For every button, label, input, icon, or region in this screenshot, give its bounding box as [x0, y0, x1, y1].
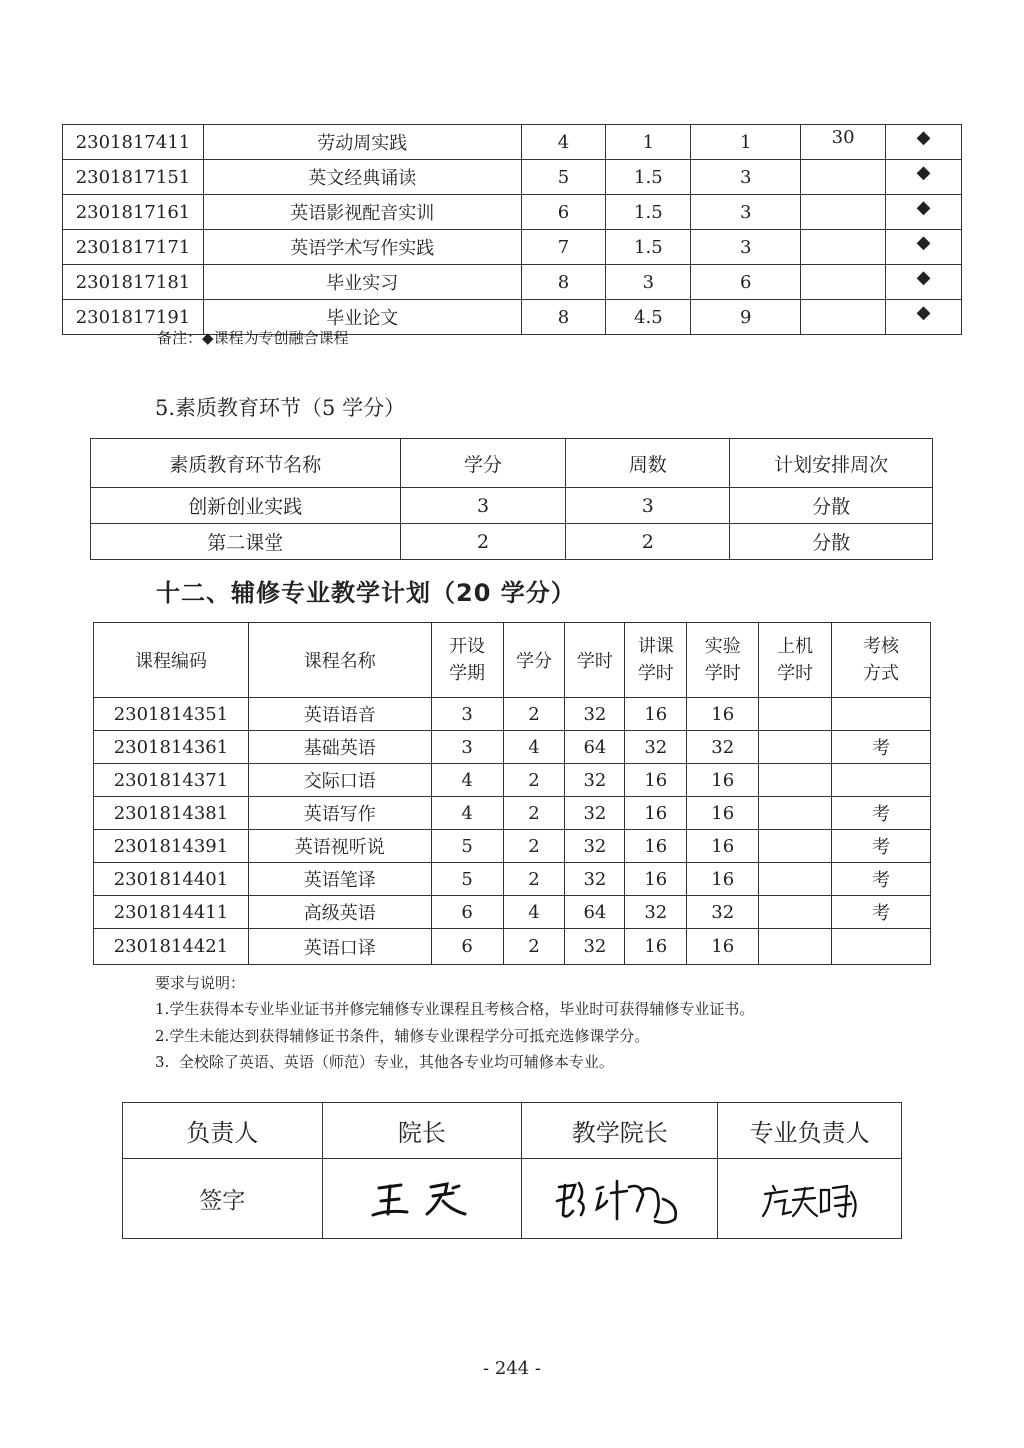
practice-cell-weeks: 6 [691, 265, 801, 300]
minor-header-credit: 学分 [503, 623, 565, 698]
quality-cell: 创新创业实践 [91, 488, 401, 524]
minor-row [94, 896, 931, 929]
minor-cell: 16 [687, 698, 759, 731]
minor-cell: 2301814401 [94, 863, 249, 896]
minor-header-name: 课程名称 [248, 623, 431, 698]
sign-row-label: 签字 [123, 1159, 323, 1239]
practice-cell-extra: 30 [801, 125, 886, 160]
practice-cell-mark: ◆ [886, 125, 962, 160]
practice-cell-weeks: 9 [691, 300, 801, 335]
minor-cell: 4 [431, 797, 503, 830]
practice-cell-code: 2301817151 [63, 160, 204, 195]
quality-cell: 2 [566, 524, 730, 560]
quality-header-credit: 学分 [400, 439, 566, 488]
minor-cell: 英语口译 [248, 929, 431, 965]
minor-cell: 2 [503, 830, 565, 863]
minor-cell: 32 [565, 764, 625, 797]
practice-cell-semester: 8 [521, 300, 606, 335]
practice-cell-code: 2301817161 [63, 195, 204, 230]
sign-header-teaching-dean: 教学院长 [522, 1103, 718, 1159]
quality-header-weeks: 周数 [566, 439, 730, 488]
practice-cell-credit: 4.5 [606, 300, 691, 335]
minor-cell: 3 [431, 731, 503, 764]
minor-cell: 考 [832, 896, 931, 929]
minor-cell: 32 [687, 731, 759, 764]
practice-row [63, 195, 962, 230]
practice-cell-extra [801, 230, 886, 265]
minor-cell: 2301814411 [94, 896, 249, 929]
minor-cell: 64 [565, 896, 625, 929]
quality-cell: 2 [400, 524, 566, 560]
minor-cell: 英语写作 [248, 797, 431, 830]
quality-heading: 5.素质教育环节（5 学分） [155, 396, 406, 420]
minor-cell: 考 [832, 731, 931, 764]
practice-cell-credit: 3 [606, 265, 691, 300]
minor-cell: 2 [503, 863, 565, 896]
practice-cell-code: 2301817181 [63, 265, 204, 300]
minor-cell: 4 [431, 764, 503, 797]
practice-cell-credit: 1.5 [606, 160, 691, 195]
minor-header-computer-hours: 上机 学时 [759, 623, 832, 698]
minor-cell: 交际口语 [248, 764, 431, 797]
minor-header-lab-hours: 实验 学时 [687, 623, 759, 698]
minor-cell: 2301814351 [94, 698, 249, 731]
minor-cell: 16 [625, 698, 687, 731]
minor-cell: 16 [625, 929, 687, 965]
minor-row [94, 764, 931, 797]
quality-cell: 3 [566, 488, 730, 524]
minor-row [94, 830, 931, 863]
minor-row [94, 929, 931, 965]
minor-cell: 2301814371 [94, 764, 249, 797]
practice-cell-mark: ◆ [886, 160, 962, 195]
page-number: - 244 - [483, 1358, 541, 1379]
minor-cell: 32 [625, 896, 687, 929]
minor-cell: 16 [687, 830, 759, 863]
minor-note-1: 1.学生获得本专业毕业证书并修完辅修专业课程且考核合格，毕业时可获得辅修专业证书。 [155, 1000, 755, 1018]
minor-cell: 英语视听说 [248, 830, 431, 863]
practice-cell-name: 毕业论文 [203, 300, 521, 335]
practice-cell-mark: ◆ [886, 300, 962, 335]
practice-row [63, 230, 962, 265]
minor-cell: 2 [503, 929, 565, 965]
minor-cell: 考 [832, 797, 931, 830]
minor-course-table [93, 622, 931, 965]
practice-cell-name: 英文经典诵读 [203, 160, 521, 195]
minor-cell [759, 929, 832, 965]
minor-cell: 32 [565, 863, 625, 896]
practice-cell-extra [801, 195, 886, 230]
practice-cell-code: 2301817411 [63, 125, 204, 160]
minor-note-title: 要求与说明： [155, 974, 246, 992]
minor-cell: 32 [565, 698, 625, 731]
minor-cell: 高级英语 [248, 896, 431, 929]
minor-note-2: 2.学生未能达到获得辅修证书条件，辅修专业课程学分可抵充选修课学分。 [155, 1027, 650, 1045]
handwritten-signature-teaching-dean [545, 1171, 695, 1227]
minor-cell: 2 [503, 797, 565, 830]
quality-header-name: 素质教育环节名称 [91, 439, 401, 488]
signature-table [122, 1102, 902, 1239]
quality-cell: 3 [400, 488, 566, 524]
minor-cell: 2301814391 [94, 830, 249, 863]
minor-cell: 32 [687, 896, 759, 929]
practice-cell-credit: 1.5 [606, 230, 691, 265]
practice-cell-extra [801, 160, 886, 195]
minor-cell: 16 [625, 764, 687, 797]
minor-cell: 英语笔译 [248, 863, 431, 896]
practice-cell-extra [801, 300, 886, 335]
minor-cell: 32 [565, 830, 625, 863]
practice-course-table [62, 124, 962, 335]
minor-header-code: 课程编码 [94, 623, 249, 698]
minor-cell: 64 [565, 731, 625, 764]
practice-row [63, 125, 962, 160]
signature-major-lead [718, 1159, 902, 1239]
minor-cell: 16 [687, 764, 759, 797]
minor-cell [832, 764, 931, 797]
practice-cell-semester: 6 [521, 195, 606, 230]
minor-cell [832, 698, 931, 731]
signature-teaching-dean [522, 1159, 718, 1239]
practice-note: 备注：◆课程为专创融合课程 [157, 329, 349, 347]
minor-cell [759, 797, 832, 830]
practice-cell-code: 2301817191 [63, 300, 204, 335]
minor-cell: 16 [687, 797, 759, 830]
minor-header-semester: 开设 学期 [431, 623, 503, 698]
practice-cell-name: 毕业实习 [203, 265, 521, 300]
minor-cell [759, 863, 832, 896]
minor-cell [832, 929, 931, 965]
minor-cell: 16 [625, 797, 687, 830]
practice-row [63, 265, 962, 300]
practice-cell-name: 英语学术写作实践 [203, 230, 521, 265]
minor-cell: 6 [431, 929, 503, 965]
minor-cell: 6 [431, 896, 503, 929]
minor-cell: 2301814421 [94, 929, 249, 965]
practice-cell-code: 2301817171 [63, 230, 204, 265]
practice-cell-name: 英语影视配音实训 [203, 195, 521, 230]
minor-row [94, 863, 931, 896]
sign-header-dean: 院长 [322, 1103, 522, 1159]
minor-cell: 16 [625, 863, 687, 896]
practice-cell-weeks: 3 [691, 230, 801, 265]
minor-cell: 32 [625, 731, 687, 764]
minor-cell: 2301814381 [94, 797, 249, 830]
handwritten-signature-dean [357, 1174, 487, 1224]
quality-cell: 分散 [730, 524, 933, 560]
quality-cell: 分散 [730, 488, 933, 524]
practice-cell-semester: 5 [521, 160, 606, 195]
practice-row [63, 160, 962, 195]
minor-cell: 3 [431, 698, 503, 731]
practice-cell-weeks: 1 [691, 125, 801, 160]
minor-header-hours: 学时 [565, 623, 625, 698]
minor-cell [759, 764, 832, 797]
practice-cell-weeks: 3 [691, 195, 801, 230]
minor-cell: 32 [565, 929, 625, 965]
minor-cell: 5 [431, 863, 503, 896]
minor-cell: 基础英语 [248, 731, 431, 764]
practice-cell-credit: 1 [606, 125, 691, 160]
minor-row [94, 698, 931, 731]
minor-header-assessment: 考核 方式 [832, 623, 931, 698]
practice-cell-extra [801, 265, 886, 300]
quality-cell: 第二课堂 [91, 524, 401, 560]
minor-cell: 16 [687, 863, 759, 896]
practice-cell-weeks: 3 [691, 160, 801, 195]
practice-cell-mark: ◆ [886, 230, 962, 265]
minor-cell [759, 731, 832, 764]
practice-cell-semester: 8 [521, 265, 606, 300]
minor-cell: 4 [503, 731, 565, 764]
quality-header-schedule: 计划安排周次 [730, 439, 933, 488]
practice-cell-mark: ◆ [886, 265, 962, 300]
minor-cell: 2301814361 [94, 731, 249, 764]
minor-note-3: 3. 全校除了英语、英语（师范）专业，其他各专业均可辅修本专业。 [155, 1053, 614, 1071]
minor-cell [759, 698, 832, 731]
sign-header-responsible: 负责人 [123, 1103, 323, 1159]
minor-cell: 32 [565, 797, 625, 830]
minor-cell: 16 [625, 830, 687, 863]
minor-cell [759, 896, 832, 929]
minor-cell: 5 [431, 830, 503, 863]
quality-education-table [90, 438, 933, 560]
minor-cell: 2 [503, 698, 565, 731]
minor-row [94, 797, 931, 830]
minor-cell: 16 [687, 929, 759, 965]
practice-cell-semester: 7 [521, 230, 606, 265]
practice-cell-mark: ◆ [886, 195, 962, 230]
minor-cell: 英语语音 [248, 698, 431, 731]
signature-dean [322, 1159, 522, 1239]
minor-header-lecture-hours: 讲课 学时 [625, 623, 687, 698]
minor-cell: 2 [503, 764, 565, 797]
minor-cell: 4 [503, 896, 565, 929]
sign-header-major-lead: 专业负责人 [718, 1103, 902, 1159]
minor-heading: 十二、辅修专业教学计划（20 学分） [156, 579, 576, 607]
practice-cell-name: 劳动周实践 [203, 125, 521, 160]
minor-row [94, 731, 931, 764]
handwritten-signature-major-lead [755, 1174, 865, 1224]
minor-cell [759, 830, 832, 863]
practice-cell-credit: 1.5 [606, 195, 691, 230]
practice-cell-semester: 4 [521, 125, 606, 160]
minor-cell: 考 [832, 830, 931, 863]
minor-cell: 考 [832, 863, 931, 896]
